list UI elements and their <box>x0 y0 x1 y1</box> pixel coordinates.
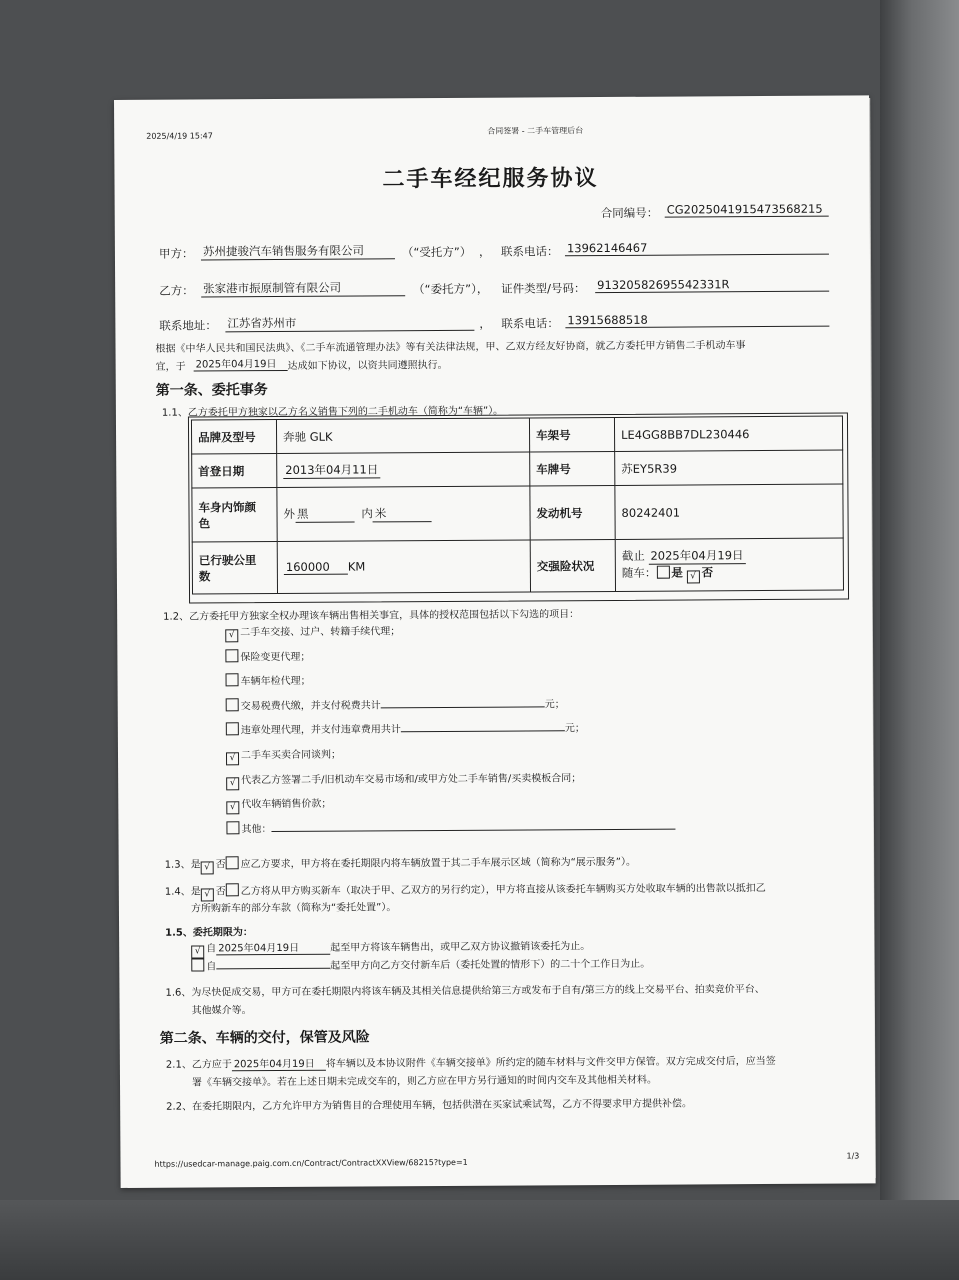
c14-yes-checkbox[interactable]: √ <box>201 888 214 901</box>
contact-sep: ， <box>479 316 491 331</box>
car-seat-background <box>880 0 959 1280</box>
term-option-1-checkbox[interactable]: √ <box>191 945 204 958</box>
insurance-cell <box>615 538 843 591</box>
footer-url: https://usedcar-manage.paig.com.cn/Contract/ContractXXView/68215?type=1 <box>154 1157 468 1169</box>
authorization-item <box>225 647 310 663</box>
c13-yes-label: 是 <box>190 859 201 871</box>
party-b-phone-label: 联系电话： <box>501 316 559 331</box>
term-option-1-text: 起至甲方将该车辆售出，或甲乙双方协议撤销该委托为止。 <box>330 941 591 954</box>
term-option-2-text: 起至甲方向乙方交付新车后（委托处置的情形下）的二十个工作日为止。 <box>330 958 651 972</box>
party-a-role: （“受托方”） <box>401 244 472 260</box>
party-a-label: 甲方： <box>158 246 194 261</box>
authorization-checkbox[interactable] <box>226 673 239 686</box>
clause-1-6-line1: 1.6、为尽快促成交易，甲方可在委托期限内将该车辆及其相关信息提供给第三方或发布于自有/第三方的线上交易平台、拍卖竞价平台、 <box>165 984 765 999</box>
clause-1-2-intro: 1.2、乙方委托甲方独家全权办理该车辆出售相关事宜，具体的授权范围包括以下勾选的项目： <box>163 609 580 623</box>
term-option-1-date: 2025年04月19日 <box>216 939 330 956</box>
section1-title: 第一条、委托事务 <box>155 382 268 399</box>
vin-value: LE4GG8BB7DL230446 <box>614 416 842 451</box>
authorization-item-label: 二手车买卖合同谈判； <box>240 749 342 762</box>
authorization-item-label: 交易税费代缴，并支付税费共计 <box>240 700 381 713</box>
authorization-checkbox[interactable]: √ <box>226 752 239 765</box>
authorization-item-label: 违章处理代理，并支付违章费用共计 <box>240 724 401 737</box>
c21-text: 将车辆以及本协议附件《车辆交接单》所约定的随车材料与文件交甲方保管。双方完成交付后，应当签 <box>325 1055 776 1070</box>
address-label: 联系地址： <box>159 318 217 333</box>
authorization-item-suffix: 元； <box>564 723 585 735</box>
section2-title: 第二条、车辆的交付，保管及风险 <box>159 1029 370 1047</box>
term-option-2-checkbox[interactable] <box>191 958 204 971</box>
preamble-date: 2025年04月19日 <box>194 355 288 372</box>
address-value: 江苏省苏州市 <box>225 314 474 333</box>
contract-no: CG2025041915473568215 <box>665 202 829 218</box>
insurance-date: 2025年04月19日 <box>648 547 745 565</box>
engine-label: 发动机号 <box>530 485 615 540</box>
authorization-blank <box>381 706 545 708</box>
authorization-item <box>225 622 400 642</box>
authorization-checkbox[interactable] <box>225 649 238 662</box>
preamble-line1: 根据《中华人民共和国民法典》、《二手车流通管理办法》等有关法律法规，甲、乙双方经友好协商，就乙方委托甲方销售二手机动车事 <box>155 340 746 355</box>
vehicle-table <box>191 416 844 595</box>
c13-no-label: 否 <box>215 859 226 871</box>
clause-2-1-line2: 署《车辆交接单》。若在上述日期未完成交车的，则乙方应在甲方另行通知的时间内交车及其他相关材料。 <box>191 1074 658 1089</box>
c13-yes-checkbox[interactable]: √ <box>201 861 214 874</box>
party-a-name: 苏州捷骏汽车销售服务有限公司 <box>201 242 395 260</box>
term-option-2 <box>191 955 650 973</box>
authorization-item-label: 车辆年检代理； <box>240 675 311 688</box>
clause-1-6-line2: 其他媒介等。 <box>191 1005 252 1017</box>
party-b-role: （“委托方”）， <box>413 281 489 297</box>
authorization-item <box>226 769 581 790</box>
reg-date-cell <box>277 452 530 488</box>
print-timestamp: 2025/4/19 15:47 <box>146 131 213 141</box>
background-bottom <box>0 1200 959 1280</box>
c13-num: 1.3、 <box>164 859 191 871</box>
authorization-checkbox[interactable] <box>226 723 239 736</box>
term-option-1-prefix: 自 <box>206 943 217 955</box>
vin-label: 车架号 <box>529 417 614 452</box>
color-label <box>192 488 277 543</box>
c13-text: 应乙方要求，甲方将在委托期限内将车辆放置于其二手车展示区域（简称为“展示服务”）。 <box>240 856 636 871</box>
authorization-list <box>114 95 869 100</box>
insurance-label: 交强险状况 <box>530 539 615 592</box>
brand-value: 奔驰 GLK <box>276 418 529 454</box>
c14-no-checkbox[interactable] <box>226 883 239 896</box>
authorization-item-label: 代表乙方签署二手/旧机动车交易市场和/或甲方处二手车销售/买卖模板合同； <box>241 772 582 786</box>
clause-1-3 <box>165 853 636 875</box>
plate-label: 车牌号 <box>530 451 615 486</box>
authorization-checkbox[interactable]: √ <box>226 777 239 790</box>
c21-date: 2025年04月19日 <box>232 1055 326 1072</box>
term-option-2-blank <box>216 968 330 970</box>
ext-label: 外 <box>283 506 296 521</box>
c21-prefix: 2.1、乙方应于 <box>165 1059 232 1071</box>
clause-2-2: 2.2、在委托期限内，乙方允许甲方为销售目的合理使用车辆，包括供潜在买家试乘试驾，乙方不得要求甲方提供补偿。 <box>166 1098 693 1113</box>
color-label-2: 色 <box>198 515 211 530</box>
party-a-phone-label: 联系电话： <box>500 244 559 259</box>
contract-page <box>114 95 876 1188</box>
c14-text: 乙方将从甲方购买新车（取决于甲、乙双方的另行约定），甲方将直接从该委托车辆购买方处收取车辆的出售款以抵扣乙 <box>240 883 766 898</box>
authorization-blank <box>271 828 675 831</box>
contract-no-label: 合同编号： <box>600 205 659 221</box>
party-b-id-label: 证件类型/号码： <box>501 281 586 296</box>
authorization-item <box>226 695 565 712</box>
reg-date-value: 2013年04月11日 <box>283 461 380 479</box>
mileage-unit: KM <box>347 559 366 574</box>
c14-no-label: 否 <box>215 886 226 898</box>
color-cell <box>277 486 530 542</box>
authorization-item <box>226 746 341 766</box>
authorization-item <box>226 720 585 737</box>
clause-1-5-title: 1.5、委托期限为： <box>165 927 253 939</box>
authorization-item <box>225 672 310 688</box>
authorization-item <box>226 795 331 815</box>
int-label: 内 <box>361 506 373 521</box>
preamble-line2-a: 宜，于 <box>155 361 186 373</box>
authorization-checkbox[interactable] <box>226 821 239 834</box>
preamble-line2-b: 达成如下协议，以资共同遵照执行。 <box>287 359 448 372</box>
color-label-1: 车身内饰颜 <box>198 499 257 514</box>
clause-2-1-line1 <box>166 1052 776 1072</box>
follow-yes-checkbox[interactable] <box>656 565 669 578</box>
term-option-2-prefix: 自 <box>206 961 217 973</box>
doc-title: 二手车经纪服务协议 <box>382 166 599 193</box>
authorization-item-label: 代收车辆销售价款； <box>241 798 332 811</box>
mileage-label <box>192 542 277 595</box>
mileage-label-1: 已行驶公里 <box>198 552 257 567</box>
party-b-name: 张家港市振原制管有限公司 <box>201 279 405 297</box>
authorization-checkbox[interactable]: √ <box>226 801 239 814</box>
follow-no-label: 否 <box>701 564 714 579</box>
follow-yes-label: 是 <box>671 565 683 580</box>
ext-color: 黑 <box>295 506 354 523</box>
authorization-item-label: 其他： <box>241 823 272 836</box>
authorization-item-label: 二手车交接、过户、转籍手续代理； <box>240 626 401 639</box>
authorization-item-label: 保险变更代理； <box>240 651 311 663</box>
c14-yes-label: 是 <box>190 886 201 898</box>
plate-value: 苏EY5R39 <box>615 450 843 485</box>
party-b-id: 91320582695542331R <box>595 277 829 293</box>
authorization-checkbox[interactable] <box>226 698 239 711</box>
follow-label: 随车： <box>621 565 657 580</box>
engine-value: 80242401 <box>615 484 843 539</box>
authorization-blank <box>401 731 565 733</box>
reg-date-label: 首登日期 <box>192 454 277 489</box>
mileage-cell <box>277 540 530 594</box>
authorization-checkbox[interactable]: √ <box>225 629 238 642</box>
authorization-item <box>226 817 675 835</box>
party-b-phone: 13915688518 <box>565 312 829 329</box>
authorization-item-suffix: 元； <box>544 699 565 711</box>
c13-no-checkbox[interactable] <box>226 856 239 869</box>
mileage-value: 160000 <box>284 560 348 575</box>
follow-no-checkbox[interactable]: √ <box>687 570 700 583</box>
c14-num: 1.4、 <box>164 886 191 898</box>
party-b-label: 乙方： <box>159 283 194 298</box>
footer-page: 1/3 <box>846 1151 860 1161</box>
party-a-sep: ， <box>478 244 491 259</box>
party-a-phone: 13962146467 <box>565 240 829 257</box>
int-color: 米 <box>373 505 432 522</box>
brand-label: 品牌及型号 <box>191 420 276 455</box>
clause-1-1: 1.1、乙方委托甲方独家以乙方名义销售下列的二手机动车（简称为“车辆”）。 <box>161 405 504 419</box>
insurance-prefix: 截止 <box>621 548 645 563</box>
mileage-label-2: 数 <box>198 568 211 583</box>
clause-1-4-line2: 方所购新车的部分车款（简称为“委托处置”）。 <box>190 902 397 915</box>
print-page-title: 合同签署 - 二手车管理后台 <box>487 126 584 136</box>
